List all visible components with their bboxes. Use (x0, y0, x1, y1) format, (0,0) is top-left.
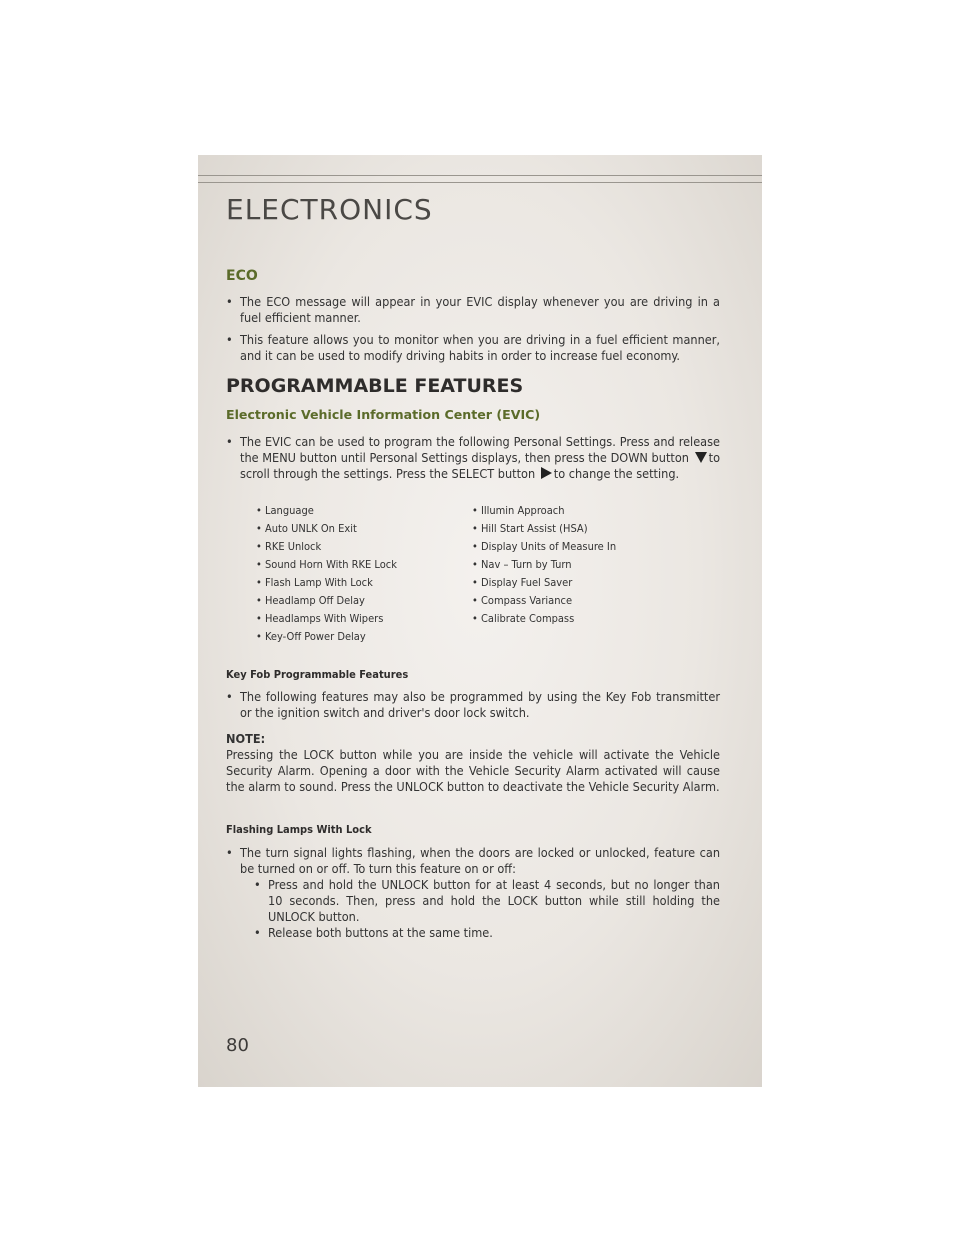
setting-item: • Display Units of Measure In (472, 540, 617, 553)
setting-item: • Headlamp Off Delay (256, 594, 365, 607)
evic-intro-text-b: to scroll through the settings. Press the SELECT button (240, 450, 720, 481)
eco-bullet-2-text: This feature allows you to monitor when you are driving in a fuel efficient manner, and it can be used to modify driving habits in order to increase fuel economy. (240, 332, 720, 363)
note-text: Pressing the LOCK button while you are inside the vehicle will activate the Vehicle Security Alarm. Opening a door with the Vehicle Security Alarm activated will cause the alarm to sound. Press the UNLOCK button to deactivate the Vehicle Security Alarm. (226, 747, 720, 794)
eco-bullet-1: • The ECO message will appear in your EVIC display whenever you are driving in a fuel efficient manner. (226, 294, 720, 325)
down-triangle-icon (695, 452, 707, 463)
flashing-lamps-heading: Flashing Lamps With Lock (226, 823, 372, 836)
setting-item: • Language (256, 504, 314, 517)
header-rule-bottom (198, 182, 762, 183)
setting-item: • Hill Start Assist (HSA) (472, 522, 588, 535)
eco-bullet-1-text: The ECO message will appear in your EVIC display whenever you are driving in a fuel efficient manner. (240, 294, 720, 325)
setting-item: • Flash Lamp With Lock (256, 576, 373, 589)
setting-item: • Illumin Approach (472, 504, 565, 517)
header-rule-top (198, 175, 762, 176)
setting-item: • Headlamps With Wipers (256, 612, 384, 625)
setting-item: • Auto UNLK On Exit (256, 522, 357, 535)
setting-item: • RKE Unlock (256, 540, 322, 553)
eco-bullet-2: • This feature allows you to monitor when you are driving in a fuel efficient manner, and it can be used to modify driving habits in order to increase fuel economy. (226, 332, 720, 363)
keyfob-bullet: • The following features may also be programmed by using the Key Fob transmitter or the ignition switch and driver's door lock switch. (226, 689, 720, 720)
manual-page (198, 155, 762, 1087)
keyfob-heading: Key Fob Programmable Features (226, 668, 409, 681)
note-label: NOTE: (226, 731, 266, 746)
flashing-sub-bullet-2-text: Release both buttons at the same time. (268, 925, 493, 940)
flashing-sub-bullet-2: • Release both buttons at the same time. (254, 925, 493, 940)
evic-intro-text-a: The EVIC can be used to program the following Personal Settings. Press and release the MENU button until Personal Settings displays, then press the DOWN button (240, 434, 720, 465)
keyfob-bullet-text: The following features may also be programmed by using the Key Fob transmitter or the ignition switch and driver's door lock switch. (240, 689, 720, 720)
setting-item: • Display Fuel Saver (472, 576, 573, 589)
flashing-sub-bullet-1-text: Press and hold the UNLOCK button for at least 4 seconds, but no longer than 10 seconds. Then, press and hold the LOCK button while still holding the UNLOCK button. (268, 877, 720, 924)
flashing-bullet: • The turn signal lights flashing, when the doors are locked or unlocked, feature can be turned on or off. To turn this feature on or off: (226, 845, 720, 876)
setting-item: • Nav – Turn by Turn (472, 558, 572, 571)
evic-intro-bullet: • The EVIC can be used to program the following Personal Settings. Press and release the MENU button until Personal Settings displays, then press the DOWN button to scroll through the settings. Press the SELECT button to change the setting. (226, 434, 720, 481)
setting-item: • Sound Horn With RKE Lock (256, 558, 397, 571)
right-triangle-icon (541, 467, 552, 479)
evic-heading: Electronic Vehicle Information Center (EVIC) (226, 407, 541, 422)
eco-heading: ECO (226, 268, 258, 284)
flashing-sub-bullet-1: • Press and hold the UNLOCK button for at least 4 seconds, but no longer than 10 seconds. Then, press and hold the LOCK button while still holding the UNLOCK button. (254, 877, 720, 924)
setting-item: • Key-Off Power Delay (256, 630, 366, 643)
programmable-features-heading: PROGRAMMABLE FEATURES (226, 375, 524, 397)
setting-item: • Compass Variance (472, 594, 573, 607)
page-number: 80 (226, 1035, 249, 1056)
section-header-title: ELECTRONICS (226, 193, 433, 226)
setting-item: • Calibrate Compass (472, 612, 575, 625)
flashing-bullet-text: The turn signal lights flashing, when the doors are locked or unlocked, feature can be turned on or off. To turn this feature on or off: (240, 845, 720, 876)
evic-intro-text-c: to change the setting. (553, 466, 680, 481)
